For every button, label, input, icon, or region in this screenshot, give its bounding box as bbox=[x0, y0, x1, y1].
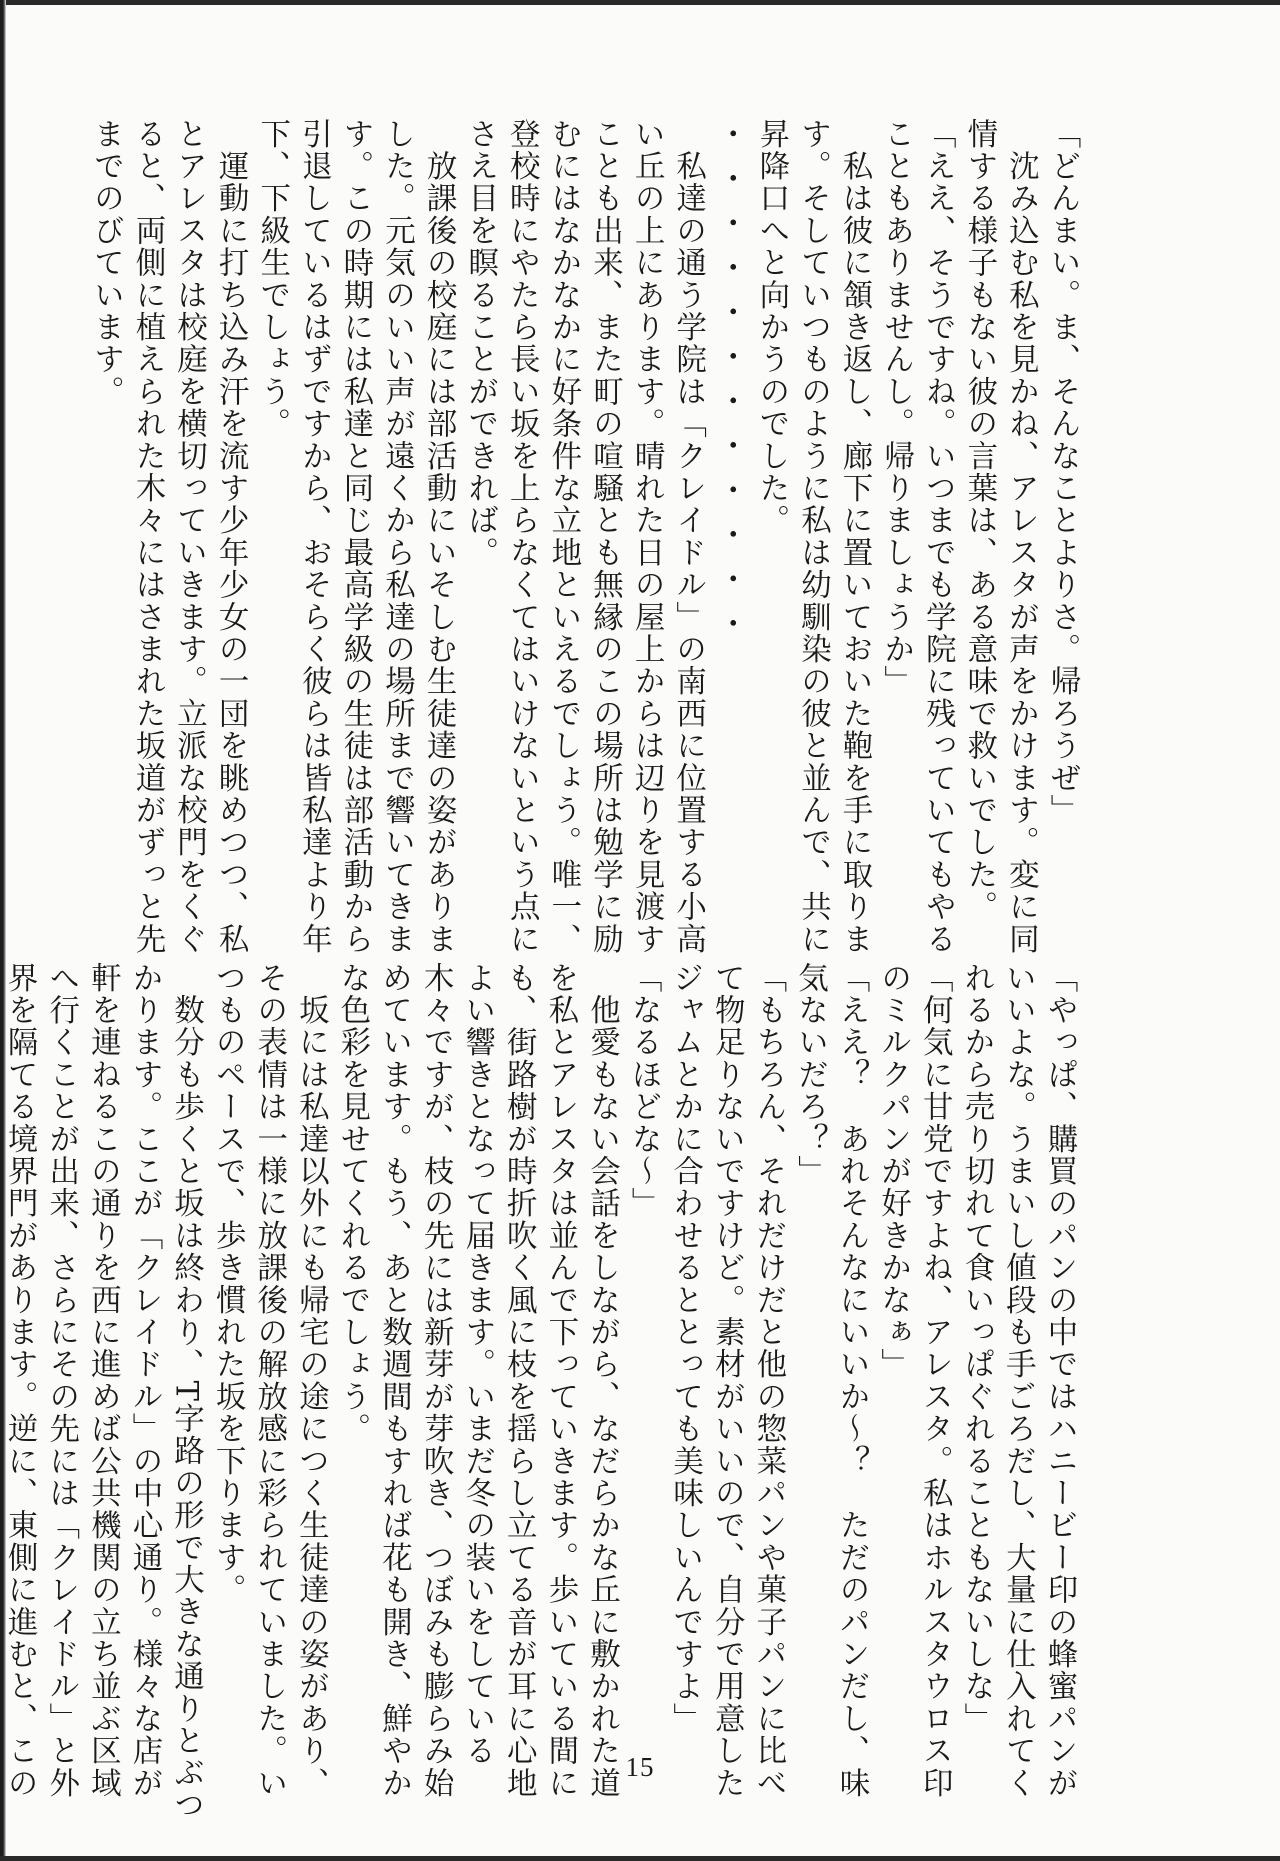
text-column: い丘の上にあります。晴れた日の屋上からは辺りを見渡す bbox=[629, 118, 665, 956]
upper-text-block bbox=[88, 118, 1083, 956]
text-column: 運動に打ち込み汗を流す少年少女の一団を眺めつつ、私 bbox=[213, 118, 249, 956]
text-column: めています。もう、あと数週間もすれば花も開き、鮮やか bbox=[376, 962, 412, 1800]
text-column: 私達の通う学院は「クレイドル」の南西に位置する小高 bbox=[670, 118, 706, 956]
page-number: 15 bbox=[625, 1752, 655, 1782]
text-column: 「やっぱ、購買のパンの中ではハニービー印の蜂蜜パンが bbox=[1042, 962, 1077, 1800]
text-column: 「もちろん、それだけだと他の惣菜パンや菓子パンに比べ bbox=[750, 962, 786, 1800]
text-column: へ行くことが出来、さらにその先には「クレイドル」と外 bbox=[43, 962, 79, 1800]
text-column: て物足りないですけど。素材がいいので、自分で用意した bbox=[709, 962, 745, 1800]
scan-edge-top bbox=[0, 0, 1280, 5]
text-column: も、街路樹が時折吹く風に枝を揺らし立てる音が耳に心地 bbox=[501, 962, 537, 1800]
text-column: 私は彼に頷き返し、廊下に置いておいた鞄を手に取りま bbox=[837, 118, 873, 956]
text-column: 坂には私達以外にも帰宅の途につく生徒達の姿があり、 bbox=[293, 962, 329, 1800]
text-column: ことも出来、また町の喧騒とも無縁のこの場所は勉学に励 bbox=[587, 118, 623, 956]
text-column: 引退しているはずですから、おそらく彼らは皆私達より年 bbox=[296, 118, 332, 956]
text-column: 「なるほどな～」 bbox=[626, 962, 662, 1220]
text-column: こともありませんし。帰りましょうか」 bbox=[878, 118, 914, 698]
text-column: 沈み込む私を見かね、アレスタが声をかけます。変に同 bbox=[1003, 118, 1039, 956]
text-column: 下、下級生でしょう。 bbox=[254, 118, 290, 440]
text-column: な色彩を見せてくれるでしょう。 bbox=[334, 962, 370, 1445]
text-column: さえ目を瞑ることができれば。 bbox=[462, 118, 498, 569]
text-column: 登校時にやたら長い坂を上らなくてはいけないという点に bbox=[504, 118, 540, 956]
text-column: かります。ここが「クレイドル」の中心通り。様々な店が bbox=[126, 962, 162, 1800]
text-column: その表情は一様に放課後の解放感に彩られていました。い bbox=[251, 962, 287, 1800]
text-column: ると、両側に植えられた木々にはさまれた坂道がずっと先 bbox=[129, 118, 165, 956]
text-column: までのびています。 bbox=[88, 118, 124, 408]
text-column: す。この時期には私達と同じ最高学級の生徒は部活動から bbox=[337, 118, 373, 956]
text-column: す。そしていつものように私は幼馴染の彼と並んで、共に bbox=[795, 118, 831, 956]
text-column: ジャムとかに合わせるととっても美味しいんですよ」 bbox=[667, 962, 703, 1735]
text-column: 界を隔てる境界門があります。逆に、東側に進むと、この bbox=[2, 962, 38, 1800]
text-column: 昇降口へと向かうのでした。 bbox=[753, 118, 789, 537]
scene-separator: ・・・・・・・・・・・・ bbox=[712, 118, 748, 652]
text-column: のミルクパンが好きかなぁ」 bbox=[875, 962, 911, 1381]
text-column: いいよな。うまいし値段も手ごろだし、大量に仕入れてく bbox=[1000, 962, 1036, 1800]
text-column: むにはなかなかに好条件な立地といえるでしょう。唯一、 bbox=[545, 118, 581, 956]
text-column: 「ええ、そうですね。いつまでも学院に残っていてもやる bbox=[920, 118, 956, 956]
text-column: つものペースで、歩き慣れた坂を下ります。 bbox=[210, 962, 246, 1606]
text-column: 情する様子もない彼の言葉は、ある意味で救いでした。 bbox=[961, 118, 997, 923]
text-column: した。元気のいい声が遠くから私達の場所まで響いてきま bbox=[379, 118, 415, 956]
text-column: 木々ですが、枝の先には新芽が芽吹き、つぼみも膨らみ始 bbox=[418, 962, 454, 1800]
text-column: 放課後の校庭には部活動にいそしむ生徒達の姿がありま bbox=[421, 118, 457, 956]
text-column: 他愛もない会話をしながら、なだらかな丘に敷かれた道 bbox=[584, 962, 620, 1800]
text-column: よい響きとなって届きます。いまだ冬の装いをしている bbox=[459, 962, 495, 1767]
text-column: 「ええ？ あれそんなにいいか～？ ただのパンだし、味 bbox=[834, 962, 870, 1800]
text-column: れるから売り切れて食いっぱぐれることもないしな」 bbox=[958, 962, 994, 1735]
text-column: 「どんまい。ま、そんなことよりさ。帰ろうぜ」 bbox=[1045, 118, 1080, 827]
scan-edge-bottom bbox=[0, 1856, 1280, 1861]
text-column: 気ないだろ？」 bbox=[792, 962, 828, 1188]
text-column: 「何気に甘党ですよね、アレスタ。私はホルスタウロス印 bbox=[917, 962, 953, 1800]
text-column: を私とアレスタは並んで下っていきます。歩いている間に bbox=[542, 962, 578, 1800]
text-column: 数分も歩くと坂は終わり、T字路の形で大きな通りとぶつ bbox=[168, 962, 204, 1822]
text-column: とアレスタは校庭を横切っていきます。立派な校門をくぐ bbox=[171, 118, 207, 956]
text-column: 軒を連ねるこの通りを西に進めば公共機関の立ち並ぶ区域 bbox=[85, 962, 121, 1800]
